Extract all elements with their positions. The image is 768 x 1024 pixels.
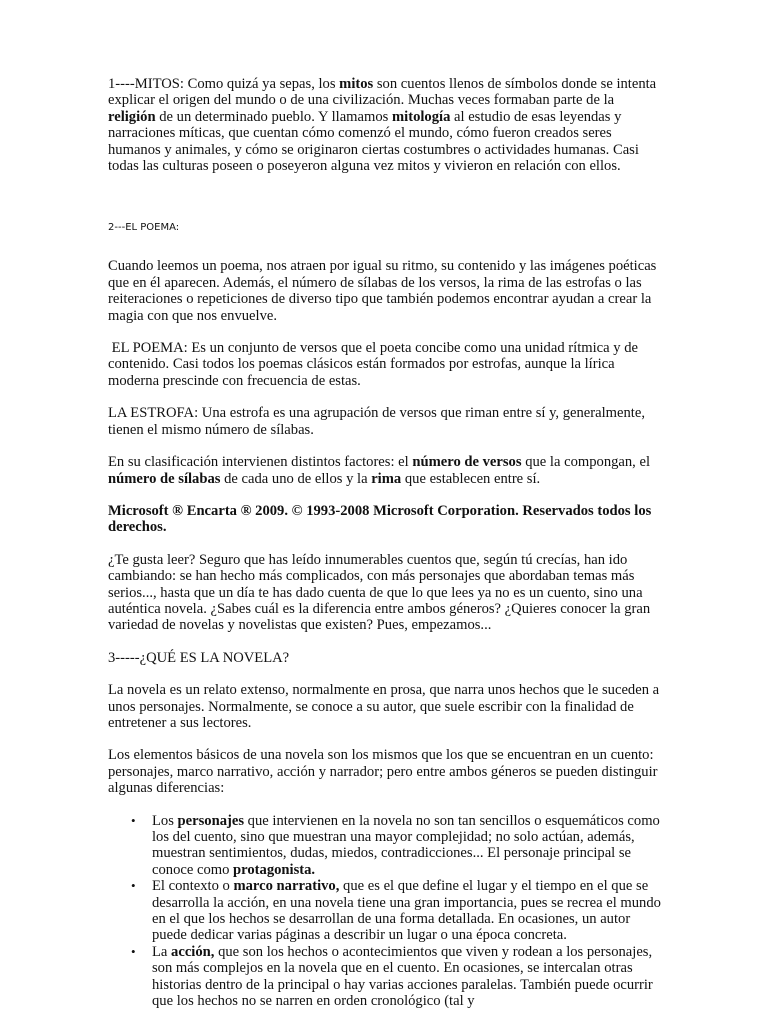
text-run: que establecen entre sí. [401, 470, 541, 487]
text-run: que intervienen en la novela no son tan sencillos o esquemáticos como los del cuento, sino que muestran una mayor complejidad; no solo actúan, además, muestran sentimientos, dudas, miedos, contradicciones... El personaje principal se conoce como [152, 812, 660, 878]
differences-list [108, 813, 664, 1010]
leer-paragraph: ¿Te gusta leer? Seguro que has leído innumerables cuentos que, según tú crecías, han ido cambiando: se han hecho más complicados, con más personajes que abordaban temas más serios..., hasta que un día te has dado cuenta de que lo que lees ya no es un cuento, sino una auténtica novela. ¿Sabes cuál es la diferencia entre ambos géneros? ¿Quieres conocer la gran variedad de novelas y novelistas que existen? Pues, empezamos... [108, 551, 651, 634]
text-run: Los [152, 812, 178, 829]
bullet-icon: • [131, 943, 136, 959]
text-run: al estudio de esas leyendas y narraciones míticas, que cuentan cómo comenzó el mundo, cómo fueron creados seres humanos y animales, y cómo se originaron ciertas costumbres o actividades humanas. Casi todas las culturas poseen o poseyeron alguna vez mitos y vivieron en relación con ellos. [108, 108, 639, 175]
bullet-icon: • [131, 878, 136, 894]
poema-heading: 2---EL POEMA: [108, 222, 180, 234]
text-run: La [152, 943, 172, 960]
estrofa-paragraph: LA ESTROFA: Una estrofa es una agrupación de versos que riman entre sí y, generalmente, tienen el mismo número de sílabas. [108, 405, 645, 438]
text-run: son cuentos llenos de símbolos donde se intenta explicar el origen del mundo o de una civilización. Muchas veces formaban parte de la [108, 76, 657, 109]
list-item [131, 878, 664, 944]
bold-term: mitos [339, 76, 374, 92]
bold-term: protagonista. [233, 861, 316, 878]
text-run: de un determinado pueblo. Y llamamos [155, 108, 392, 125]
text-run: de cada uno de ellos y la [220, 470, 372, 487]
novela-heading: 3-----¿QUÉ ES LA NOVELA? [108, 649, 290, 666]
bold-term: número de versos [412, 454, 522, 471]
poema-intro-paragraph: Cuando leemos un poema, nos atraen por igual su ritmo, su contenido y las imágenes poéticas que en él aparecen. Además, el número de sílabas de los versos, la rima de las estrofas o las reiteraciones o repeticiones de diverso tipo que también podemos encontrar ayudan a crear la magia con que nos envuelve. [108, 258, 657, 324]
novela-elements-paragraph: Los elementos básicos de una novela son los mismos que los que se encuentran en un cuento: personajes, marco narrativo, acción y narrador; pero entre ambos géneros se pueden distinguir algunas diferencias: [108, 747, 658, 797]
bold-term: acción, [171, 943, 215, 960]
document-page [108, 76, 664, 1009]
clasificacion-paragraph [108, 454, 664, 487]
bold-term: personajes [177, 812, 245, 829]
text-run: que la compongan, el [521, 454, 651, 471]
bold-term: mitología [392, 108, 451, 125]
bold-term: religión [108, 108, 156, 125]
copyright-notice: Microsoft ® Encarta ® 2009. © 1993-2008 Microsoft Corporation. Reservados todos los derechos. [108, 502, 652, 536]
novela-definition-paragraph: La novela es un relato extenso, normalmente en prosa, que narra unos hechos que le suceden a unos personajes. Normalmente, se conoce a su autor, que suele escribir con la finalidad de entretener a sus lectores. [108, 682, 660, 731]
bold-term: número de sílabas [108, 470, 221, 487]
text-run: que es el que define el lugar y el tiempo en el que se desarrolla la acción, en una novela tiene una gran importancia, pues se recrea el mundo en el que los hechos se desarrollan de una forma detallada. En ocasiones, un autor puede dedicar varias páginas a describir un lugar o una época concreta. [152, 878, 661, 944]
text-run: 1----MITOS: Como quizá ya sepas, los [108, 76, 340, 92]
text-run: En su clasificación intervienen distintos factores: el [108, 454, 413, 471]
poema-definition-paragraph: EL POEMA: Es un conjunto de versos que el poeta concibe como una unidad rítmica y de contenido. Casi todos los poemas clásicos están formados por estrofas, aunque la lírica moderna prescinde con frecuencia de estas. [108, 340, 642, 389]
list-item [131, 943, 664, 1010]
bold-term: marco narrativo, [233, 878, 340, 895]
mitos-paragraph [108, 76, 664, 174]
text-run: que son los hechos o acontecimientos que viven y rodean a los personajes, son más complejos en la novela que en el cuento. En ocasiones, se intercalan otras historias dentro de la principal o hay varias acciones paralelas. También puede ocurrir que los hechos no se narren en orden cronológico (tal y [152, 943, 653, 1010]
text-run: El contexto o [152, 878, 234, 895]
bold-term: rima [371, 470, 402, 487]
bullet-icon: • [131, 812, 136, 828]
list-item [131, 812, 664, 879]
